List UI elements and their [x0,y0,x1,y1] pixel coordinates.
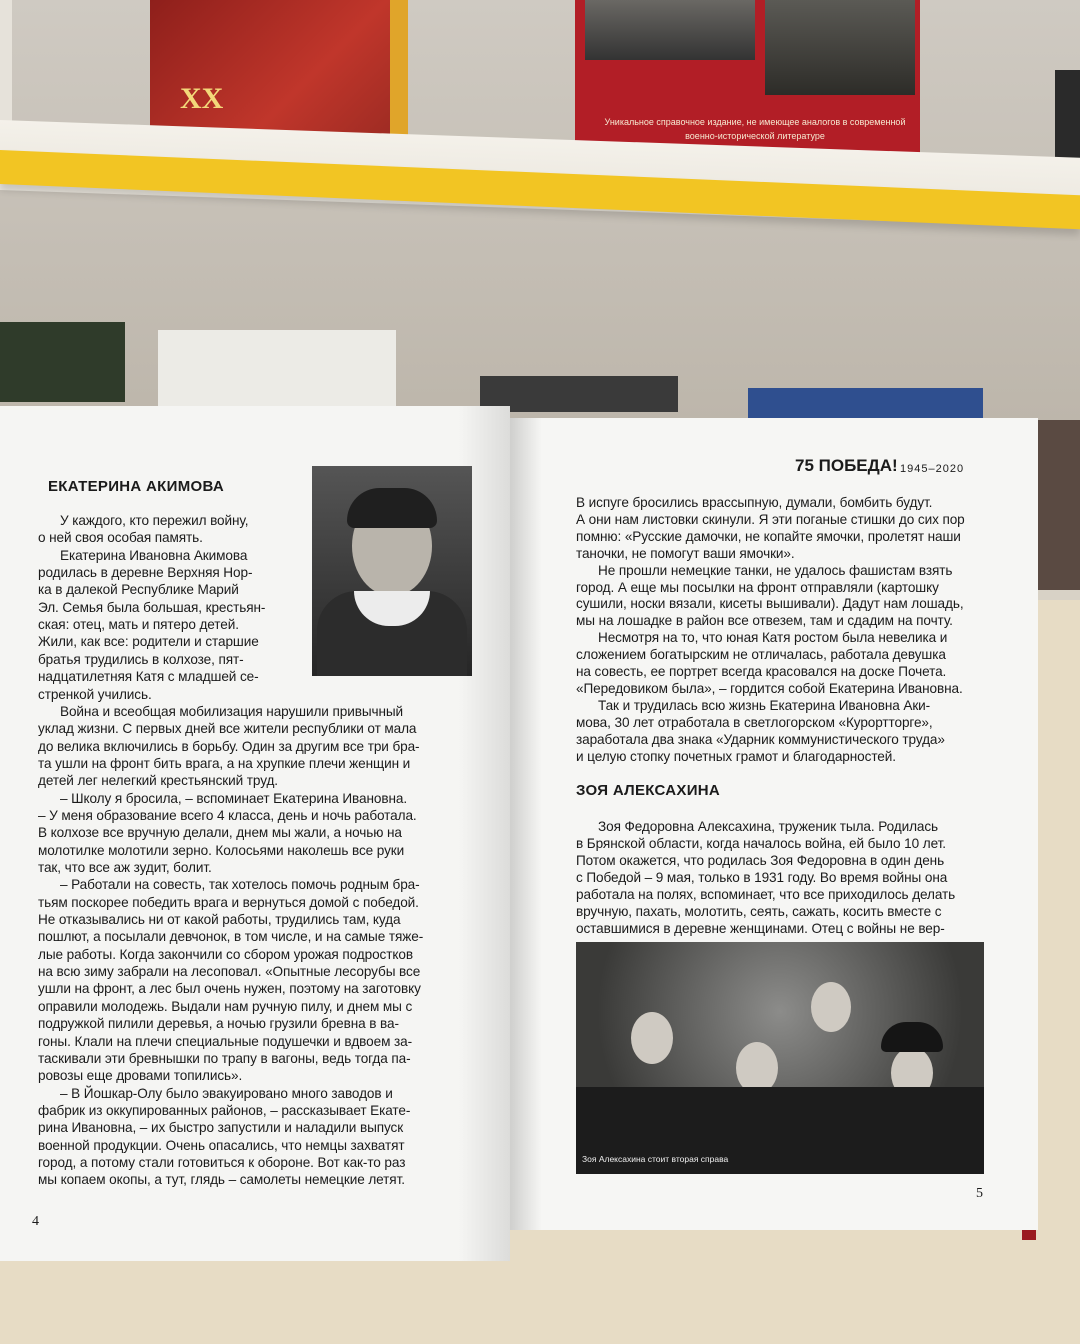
text-line: рина Ивановна, – их быстро запустили и наладили выпуск [38,1120,404,1136]
text-line: – Школу я бросила, – вспоминает Екатерина Ивановна. [60,790,408,806]
text-line: Эл. Семья была большая, крестьян- [38,599,266,615]
article-heading: ЗОЯ АЛЕКСАХИНА [576,782,721,799]
right-page [510,418,1038,1230]
text-line: мы копаем окопы, а тут, глядь – самолеты немецкие летят. [38,1172,405,1188]
text-line: на всю зиму забрали на лесоповал. «Опытные лесорубы все [38,964,421,980]
book-cover-label: XX [180,82,224,115]
text-line: – У меня образование всего 4 класса, день и ночь работала. [38,807,417,823]
text-line: город. А еще мы посылки на фронт отправляли (картошку [576,579,939,595]
text-line: и целую стопку почетных грамот и благодарностей. [576,748,896,764]
text-line: ушли на фронт, а лес был очень нужен, поэтому на заготовку [38,981,421,997]
background-book [0,0,12,130]
page-number: 4 [32,1214,39,1229]
background-book [0,322,125,402]
text-line: мы на лошадке в район все отвезем, там и сдадим на почту. [576,613,953,629]
text-line: мова, 30 лет отработала в светлогорском «Курортторге», [576,714,933,730]
text-line: город, а потому стали готовиться к обороне. Вот как-то раз [38,1154,406,1170]
text-line: до велика включились в борьбу. Один за другим все три бра- [38,738,420,754]
text-line: Жили, как все: родители и старшие [38,634,259,650]
text-line: ская: отец, мать и пятеро детей. [38,617,239,633]
text-line: сушили, носки вязали, кисеты вышивали). Дадут нам лошадь, [576,596,964,612]
text-line: помню: «Русские дамочки, не копайте ямочки, пролетят наши [576,528,961,544]
cover-caption: Уникальное справочное издание, не имеющее аналогов в современной военно-исторической литературе [604,117,906,141]
text-line: – Работали на совесть, так хотелось помочь родным бра- [60,877,420,893]
text-line: Потом окажется, что родилась Зоя Федоровна в один день [576,853,945,868]
photo-caption: Зоя Алексахина стоит вторая справа [582,1154,729,1164]
text-line: работала на полях, вспоминает, что все приходилось делать [576,887,956,902]
cover-photo [585,0,755,60]
text-line: о ней своя особая память. [38,530,203,546]
text-line: гоны. Клали на плечи специальные подушечки и вдвоем за- [38,1033,413,1049]
article-heading: ЕКАТЕРИНА АКИМОВА [48,478,224,495]
text-line: Не прошли немецкие танки, не удалось фашистам взять [598,562,953,578]
text-line: так, что все аж зудит, болит. [38,860,212,875]
text-line: стренкой учились. [38,686,152,702]
text-line: Зоя Федоровна Алексахина, труженик тыла. Родилась [598,819,939,834]
text-line: таночки, не помогут ваши ямочки». [576,545,795,561]
text-line: заработала два знака «Ударник коммунистического труда» [576,731,945,747]
text-line: молотилке молотили зерно. Колосьями наколешь все руки [38,842,405,858]
text-line: «Передовиком была», – гордится собой Екатерина Ивановна. [576,680,963,696]
background-book [158,330,396,408]
text-line: детей лег нелегкий крестьянский труд. [38,773,278,789]
portrait-photo [312,466,472,676]
text-line: пошлют, а посылали девчонок, в том числе, и на самые тяже- [38,929,424,945]
text-line: братья трудились в колхозе, пят- [38,651,244,667]
text-line: в Брянской области, когда началось война, ей было 10 лет. [576,836,946,851]
text-line: Война и всеобщая мобилизация нарушили привычный [60,703,404,719]
text-line: вручную, пахать, молотить, сеять, сажать, косить вместе с [576,904,942,919]
text-line: В испуге бросились врассыпную, думали, бомбить будут. [576,495,933,510]
text-line: фабрик из оккупированных районов, – рассказывает Екате- [38,1102,411,1118]
victory-logo: 75 ПОБЕДА! [795,456,898,475]
text-line: на совесть, ее портрет всегда красовался на доске Почета. [576,664,947,679]
text-line: А они нам листовки скинули. Я эти поганые стишки до сих пор [576,511,965,527]
text-line: уклад жизни. С первых дней все жители республики от мала [38,721,417,737]
text-line: родилась в деревне Верхняя Нор- [38,565,253,581]
victory-years: 1945–2020 [900,463,965,475]
text-line: тьям поскорее победить врага и вернуться домой с победой. [38,894,419,910]
text-line: надцатилетняя Катя с младшей се- [38,669,259,685]
cover-photo [765,0,915,95]
group-photo [576,942,984,1174]
page-number: 5 [976,1186,983,1201]
text-line: военной продукции. Очень опасались, что немцы захватят [38,1137,405,1153]
text-line: сложением богатырским не отличалась, работала девушка [576,647,946,663]
background-book-spine [390,0,408,135]
text-line: оправили молодежь. Выдали нам ручную пилу, и днем мы с [38,998,413,1014]
open-book [0,400,1040,1270]
text-line: ровозы еще дровами топились». [38,1068,243,1084]
text-line: Екатерина Ивановна Акимова [60,547,248,563]
text-line: Так и трудилась всю жизнь Екатерина Ивановна Аки- [598,697,931,713]
text-line: подружкой пилили деревья, а ночью грузили бревна в ва- [38,1016,399,1032]
text-line: – В Йошкар-Олу было эвакуировано много заводов и [60,1085,393,1101]
text-line: В колхозе все вручную делали, днем мы жали, а ночью на [38,825,402,841]
text-line: с Победой – 9 мая, только в 1931 году. Во время войны она [576,870,948,885]
left-page [0,406,510,1261]
text-line: ка в далекой Республике Марий [38,582,239,598]
text-line: та ушли на фронт бить врага, а на хрупкие плечи женщин и [38,755,411,771]
text-line: Несмотря на то, что юная Катя ростом была невелика и [598,630,948,646]
text-line: У каждого, кто пережил войну, [60,513,249,528]
text-line: лые работы. Когда закончили со сбором урожая подростков [38,946,413,962]
text-line: оставшимися в деревне женщинами. Отец с войны не вер- [576,921,945,936]
text-line: Не отказывались ни от какой работы, трудились там, куда [38,912,401,928]
text-line: таскивали эти бревнышки по трапу в вагоны, ведь тогда па- [38,1050,411,1066]
